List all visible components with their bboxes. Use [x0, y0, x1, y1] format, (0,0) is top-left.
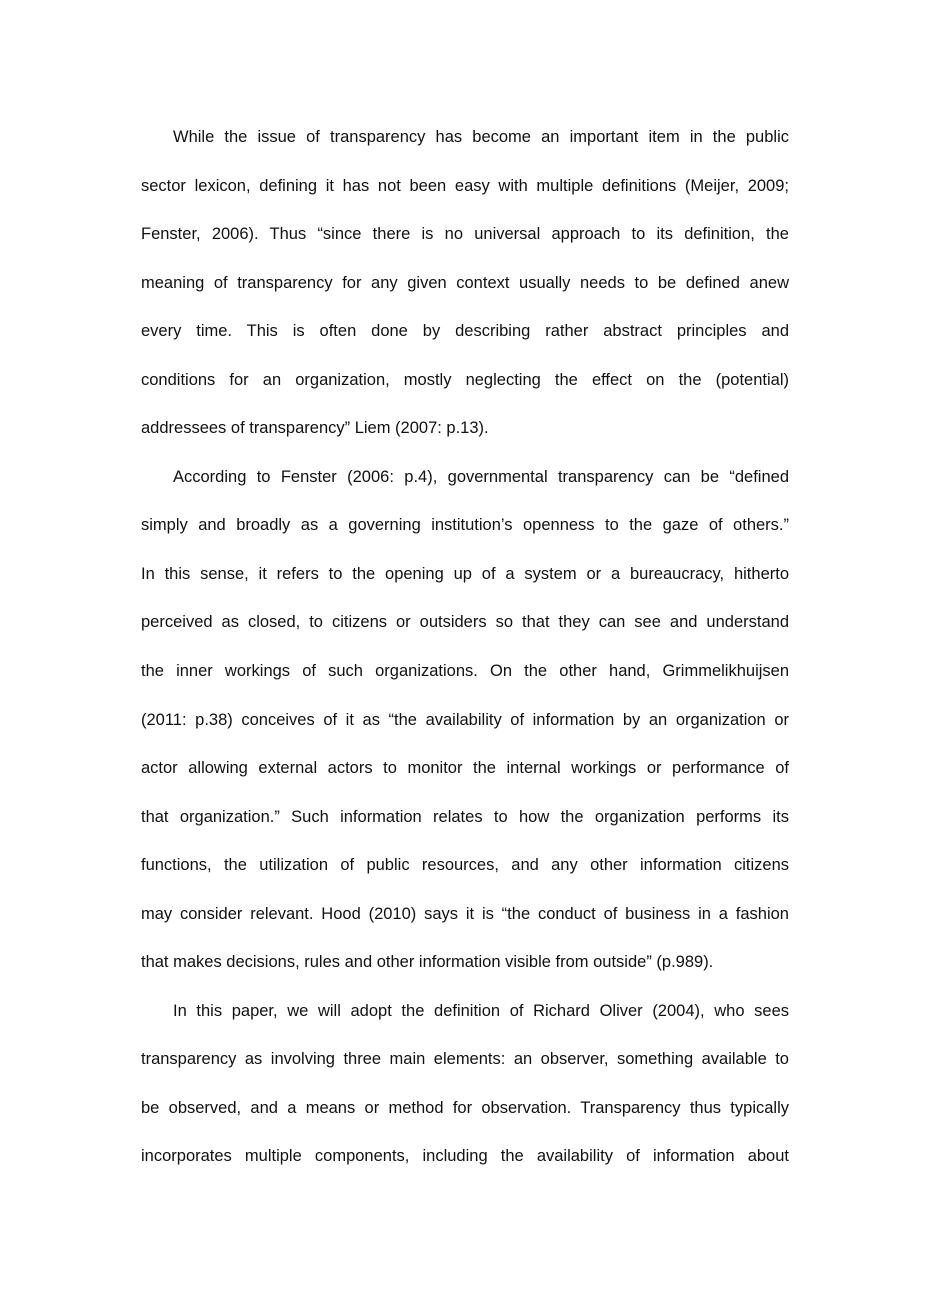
- text-line: In this sense, it refers to the opening up of a system or a bureaucracy, hitherto: [141, 564, 789, 583]
- text-line: sector lexicon, defining it has not been easy with multiple definitions (Meijer, 2009;: [141, 176, 789, 195]
- text-line: While the issue of transparency has become an important item in the public: [173, 128, 789, 146]
- text-line: conditions for an organization, mostly neglecting the effect on the (potential): [141, 370, 789, 389]
- text-line: In this paper, we will adopt the definition of Richard Oliver (2004), who sees: [173, 1001, 789, 1020]
- text-line: incorporates multiple components, including the availability of information about: [141, 1147, 789, 1166]
- text-line: (2011: p.38) conceives of it as “the availability of information by an organization or: [141, 710, 789, 729]
- text-line: simply and broadly as a governing institution’s openness to the gaze of others.”: [141, 516, 789, 535]
- text-line: every time. This is often done by describing rather abstract principles and: [141, 322, 789, 341]
- text-line: the inner workings of such organizations. On the other hand, Grimmelikhuijsen: [141, 662, 789, 681]
- text-line: transparency as involving three main elements: an observer, something available to: [141, 1050, 789, 1069]
- text-line: meaning of transparency for any given context usually needs to be defined anew: [141, 273, 789, 292]
- text-line: According to Fenster (2006: p.4), governmental transparency can be “defined: [173, 467, 789, 486]
- text-line: functions, the utilization of public resources, and any other information citizens: [141, 856, 789, 875]
- text-line: that makes decisions, rules and other information visible from outside” (p.989).: [141, 953, 714, 972]
- text-line: that organization.” Such information relates to how the organization performs its: [141, 807, 789, 826]
- text-line: be observed, and a means or method for observation. Transparency thus typically: [141, 1098, 789, 1117]
- text-line: Fenster, 2006). Thus “since there is no universal approach to its definition, the: [141, 225, 789, 244]
- text-line: perceived as closed, to citizens or outsiders so that they can see and understand: [141, 613, 789, 632]
- text-line: may consider relevant. Hood (2010) says it is “the conduct of business in a fashion: [141, 904, 789, 923]
- text-line: addressees of transparency” Liem (2007: p.13).: [141, 419, 489, 438]
- body-text: [141, 113, 789, 1181]
- text-line: actor allowing external actors to monitor the internal workings or performance of: [141, 759, 789, 778]
